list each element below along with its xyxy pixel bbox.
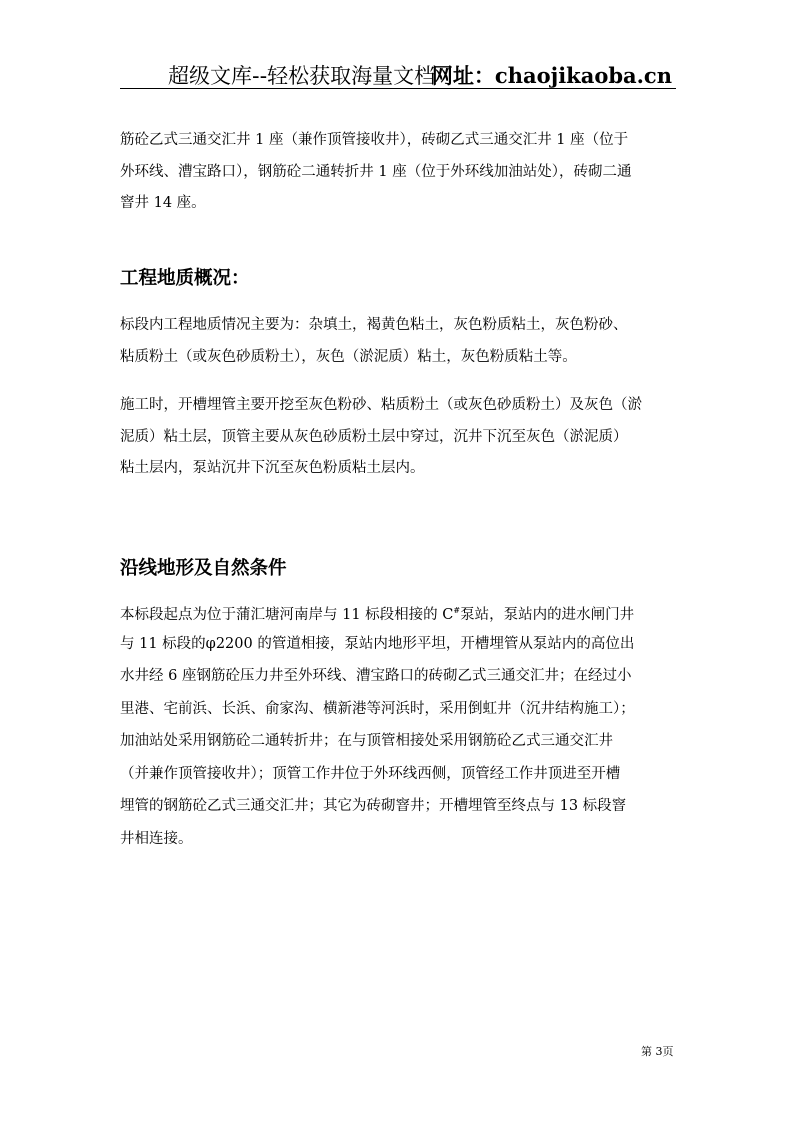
superscript: # (453, 606, 461, 615)
text-line (120, 595, 680, 628)
text-line: 外环线、漕宝路口），钢筋砼二通转折井 1 座（位于外环线加油站处），砖砌二通 (120, 163, 632, 180)
text-segment: 泵站，泵站内的进水闸门井 (460, 606, 635, 623)
text-line: 里港、宅前浜、长浜、俞家沟、横新港等河浜时，采用倒虹井（沉井结构施工）； (120, 700, 635, 717)
header-site: 网址：chaojikaoba.cn (431, 63, 672, 88)
text-line: 筋砼乙式三通交汇井 1 座（兼作顶管接收井），砖砌乙式三通交汇井 1 座（位于 (120, 132, 629, 148)
text-line: 施工时，开槽埋管主要开挖至灰色粉砂、粘质粉土（或灰色砂质粉土）及灰色（淤 (120, 397, 642, 413)
header-title: 超级文库--轻松获取海量文档 (168, 64, 436, 88)
text-line: 粘土层内，泵站沉井下沉至灰色粉质粘土层内。 (120, 460, 425, 477)
text-line: （并兼作顶管接收井）；顶管工作井位于外环线西侧，顶管经工作井顶进至开槽 (120, 765, 621, 782)
text-line: 水井经 6 座钢筋砼压力井至外环线、漕宝路口的砖砌乙式三通交汇井；在经过小 (120, 668, 632, 684)
geology-paragraph-2 (120, 390, 680, 485)
terrain-heading: 沿线地形及自然条件 (120, 558, 287, 579)
intro-paragraph (120, 125, 680, 220)
text-line: 窨井 14 座。 (120, 195, 206, 212)
text-line: 埋管的钢筋砼乙式三通交汇井；其它为砖砌窨井；开槽埋管至终点与 13 标段窨 (120, 798, 627, 814)
text-segment: 本标段起点为位于蒲汇塘河南岸与 11 标段相接的 C (120, 606, 454, 623)
terrain-paragraph (120, 595, 680, 855)
geology-paragraph-1 (120, 310, 680, 373)
geology-heading: 工程地质概况： (120, 268, 250, 289)
page-header (120, 58, 676, 89)
text-line: 井相连接。 (120, 830, 193, 847)
text-line: 加油站处采用钢筋砼二通转折井；在与顶管相接处采用钢筋砼乙式三通交汇井 (120, 733, 613, 749)
text-line: 与 11 标段的φ2200 的管道相接，泵站内地形平坦，开槽埋管从泵站内的高位出 (120, 635, 635, 652)
text-line: 粘质粉土（或灰色砂质粉土），灰色（淤泥质）粘土，灰色粉质粘土等。 (120, 348, 577, 365)
text-line: 泥质）粘土层，顶管主要从灰色砂质粉土层中穿过，沉井下沉至灰色（淤泥质） (120, 428, 628, 445)
text-line: 标段内工程地质情况主要为：杂填土，褐黄色粘土，灰色粉质粘土，灰色粉砂、 (120, 317, 628, 333)
page-number: 第 3页 (641, 1045, 674, 1058)
